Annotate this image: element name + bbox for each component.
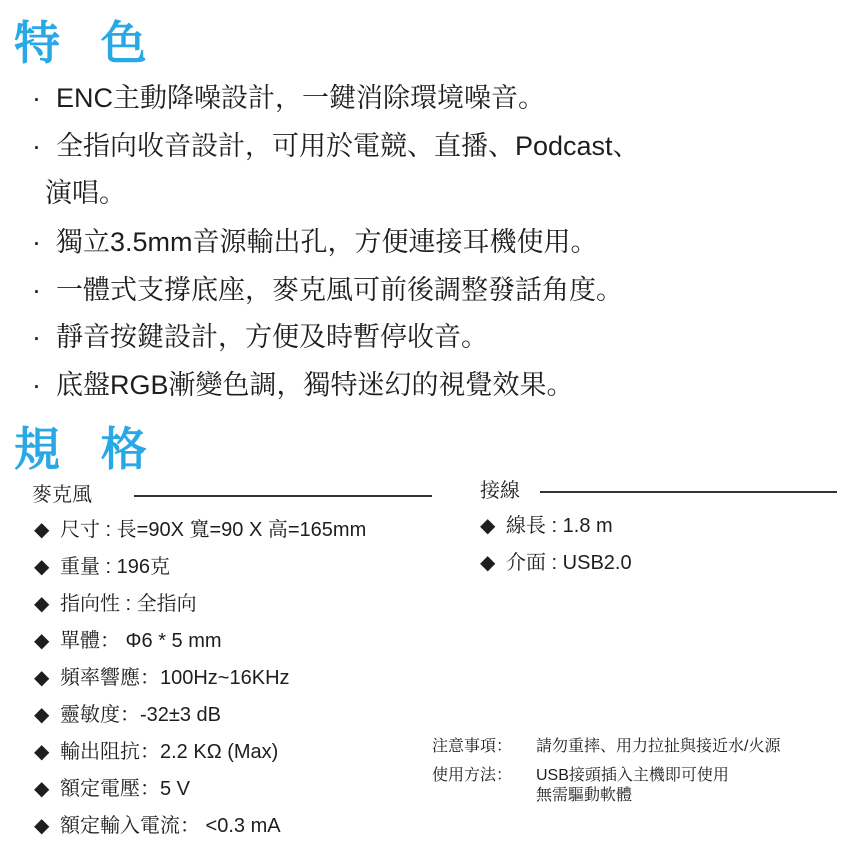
caution-label: 注意事項： (432, 738, 513, 755)
feature-bullet: · (32, 370, 41, 400)
feature-bullet: · (32, 83, 41, 113)
diamond-bullet-icon: ◆ (34, 741, 50, 763)
feature-bullet: · (32, 275, 41, 305)
feature-text: 一體式支撐底座，麥克風可前後調整發話角度。 (56, 275, 623, 305)
feature-text: 底盤RGB漸變色調，獨特迷幻的視覺效果。 (56, 370, 574, 400)
feature-text: ENC主動降噪設計，一鍵消除環境噪音。 (56, 83, 546, 113)
spec-rated-current: ◆ 額定輸入電流： <0.3 mA (34, 815, 281, 837)
wiring-section-label: 接線 (480, 480, 520, 502)
spec-rated-voltage: ◆ 額定電壓：5 V (34, 778, 191, 800)
diamond-bullet-icon: ◆ (34, 815, 50, 837)
feature-bullet: · (32, 131, 41, 161)
spec-interface: ◆ 介面 : USB2.0 (480, 552, 632, 574)
spec-dimensions: ◆ 尺寸 : 長=90X 寬=90 X 高=165mm (34, 519, 367, 541)
feature-item (32, 272, 623, 308)
diamond-bullet-icon: ◆ (34, 704, 50, 726)
spec-capsule: ◆ 單體： Φ6 * 5 mm (34, 630, 222, 652)
feature-item (32, 319, 488, 355)
microphone-section-label: 麥克風 (32, 484, 92, 506)
specs-heading: 規 格 (14, 423, 161, 475)
feature-item (32, 128, 640, 164)
spec-frequency-response: ◆ 頻率響應：100Hz~16KHz (34, 667, 290, 689)
spec-sensitivity: ◆ 靈敏度：-32±3 dB (34, 704, 222, 726)
feature-bullet: · (32, 322, 41, 352)
caution-text: 請勿重摔、用力拉扯與接近水/火源 (536, 738, 781, 755)
diamond-bullet-icon: ◆ (34, 667, 50, 689)
usage-text-line: USB接頭插入主機即可使用 (536, 767, 729, 784)
usage-label: 使用方法： (432, 767, 513, 784)
feature-text: 獨立3.5mm音源輸出孔，方便連接耳機使用。 (56, 227, 598, 257)
usage-note (432, 766, 729, 806)
diamond-bullet-icon: ◆ (34, 778, 50, 800)
feature-text: 靜音按鍵設計，方便及時暫停收音。 (56, 322, 488, 352)
feature-item (32, 367, 574, 403)
microphone-divider (134, 495, 432, 497)
diamond-bullet-icon: ◆ (34, 556, 50, 578)
feature-bullet: · (32, 227, 41, 257)
diamond-bullet-icon: ◆ (34, 630, 50, 652)
feature-item (32, 224, 598, 260)
diamond-bullet-icon: ◆ (34, 519, 50, 541)
usage-text-line: 無需驅動軟體 (536, 787, 633, 804)
feature-item (32, 80, 545, 116)
wiring-divider (540, 491, 837, 493)
spec-polar-pattern: ◆ 指向性 : 全指向 (34, 593, 197, 615)
spec-cable-length: ◆ 線長 : 1.8 m (480, 515, 613, 537)
feature-item-continuation (45, 175, 126, 211)
spec-weight: ◆ 重量 : 196克 (34, 556, 171, 578)
feature-text: 全指向收音設計，可用於電競、直播、Podcast、 (56, 131, 640, 161)
spec-output-impedance: ◆ 輸出阻抗：2.2 KΩ (Max) (34, 741, 279, 763)
features-heading: 特 色 (14, 17, 161, 69)
diamond-bullet-icon: ◆ (480, 552, 496, 574)
caution-note (432, 737, 780, 757)
feature-text: 演唱。 (45, 178, 126, 208)
diamond-bullet-icon: ◆ (34, 593, 50, 615)
diamond-bullet-icon: ◆ (480, 515, 496, 537)
